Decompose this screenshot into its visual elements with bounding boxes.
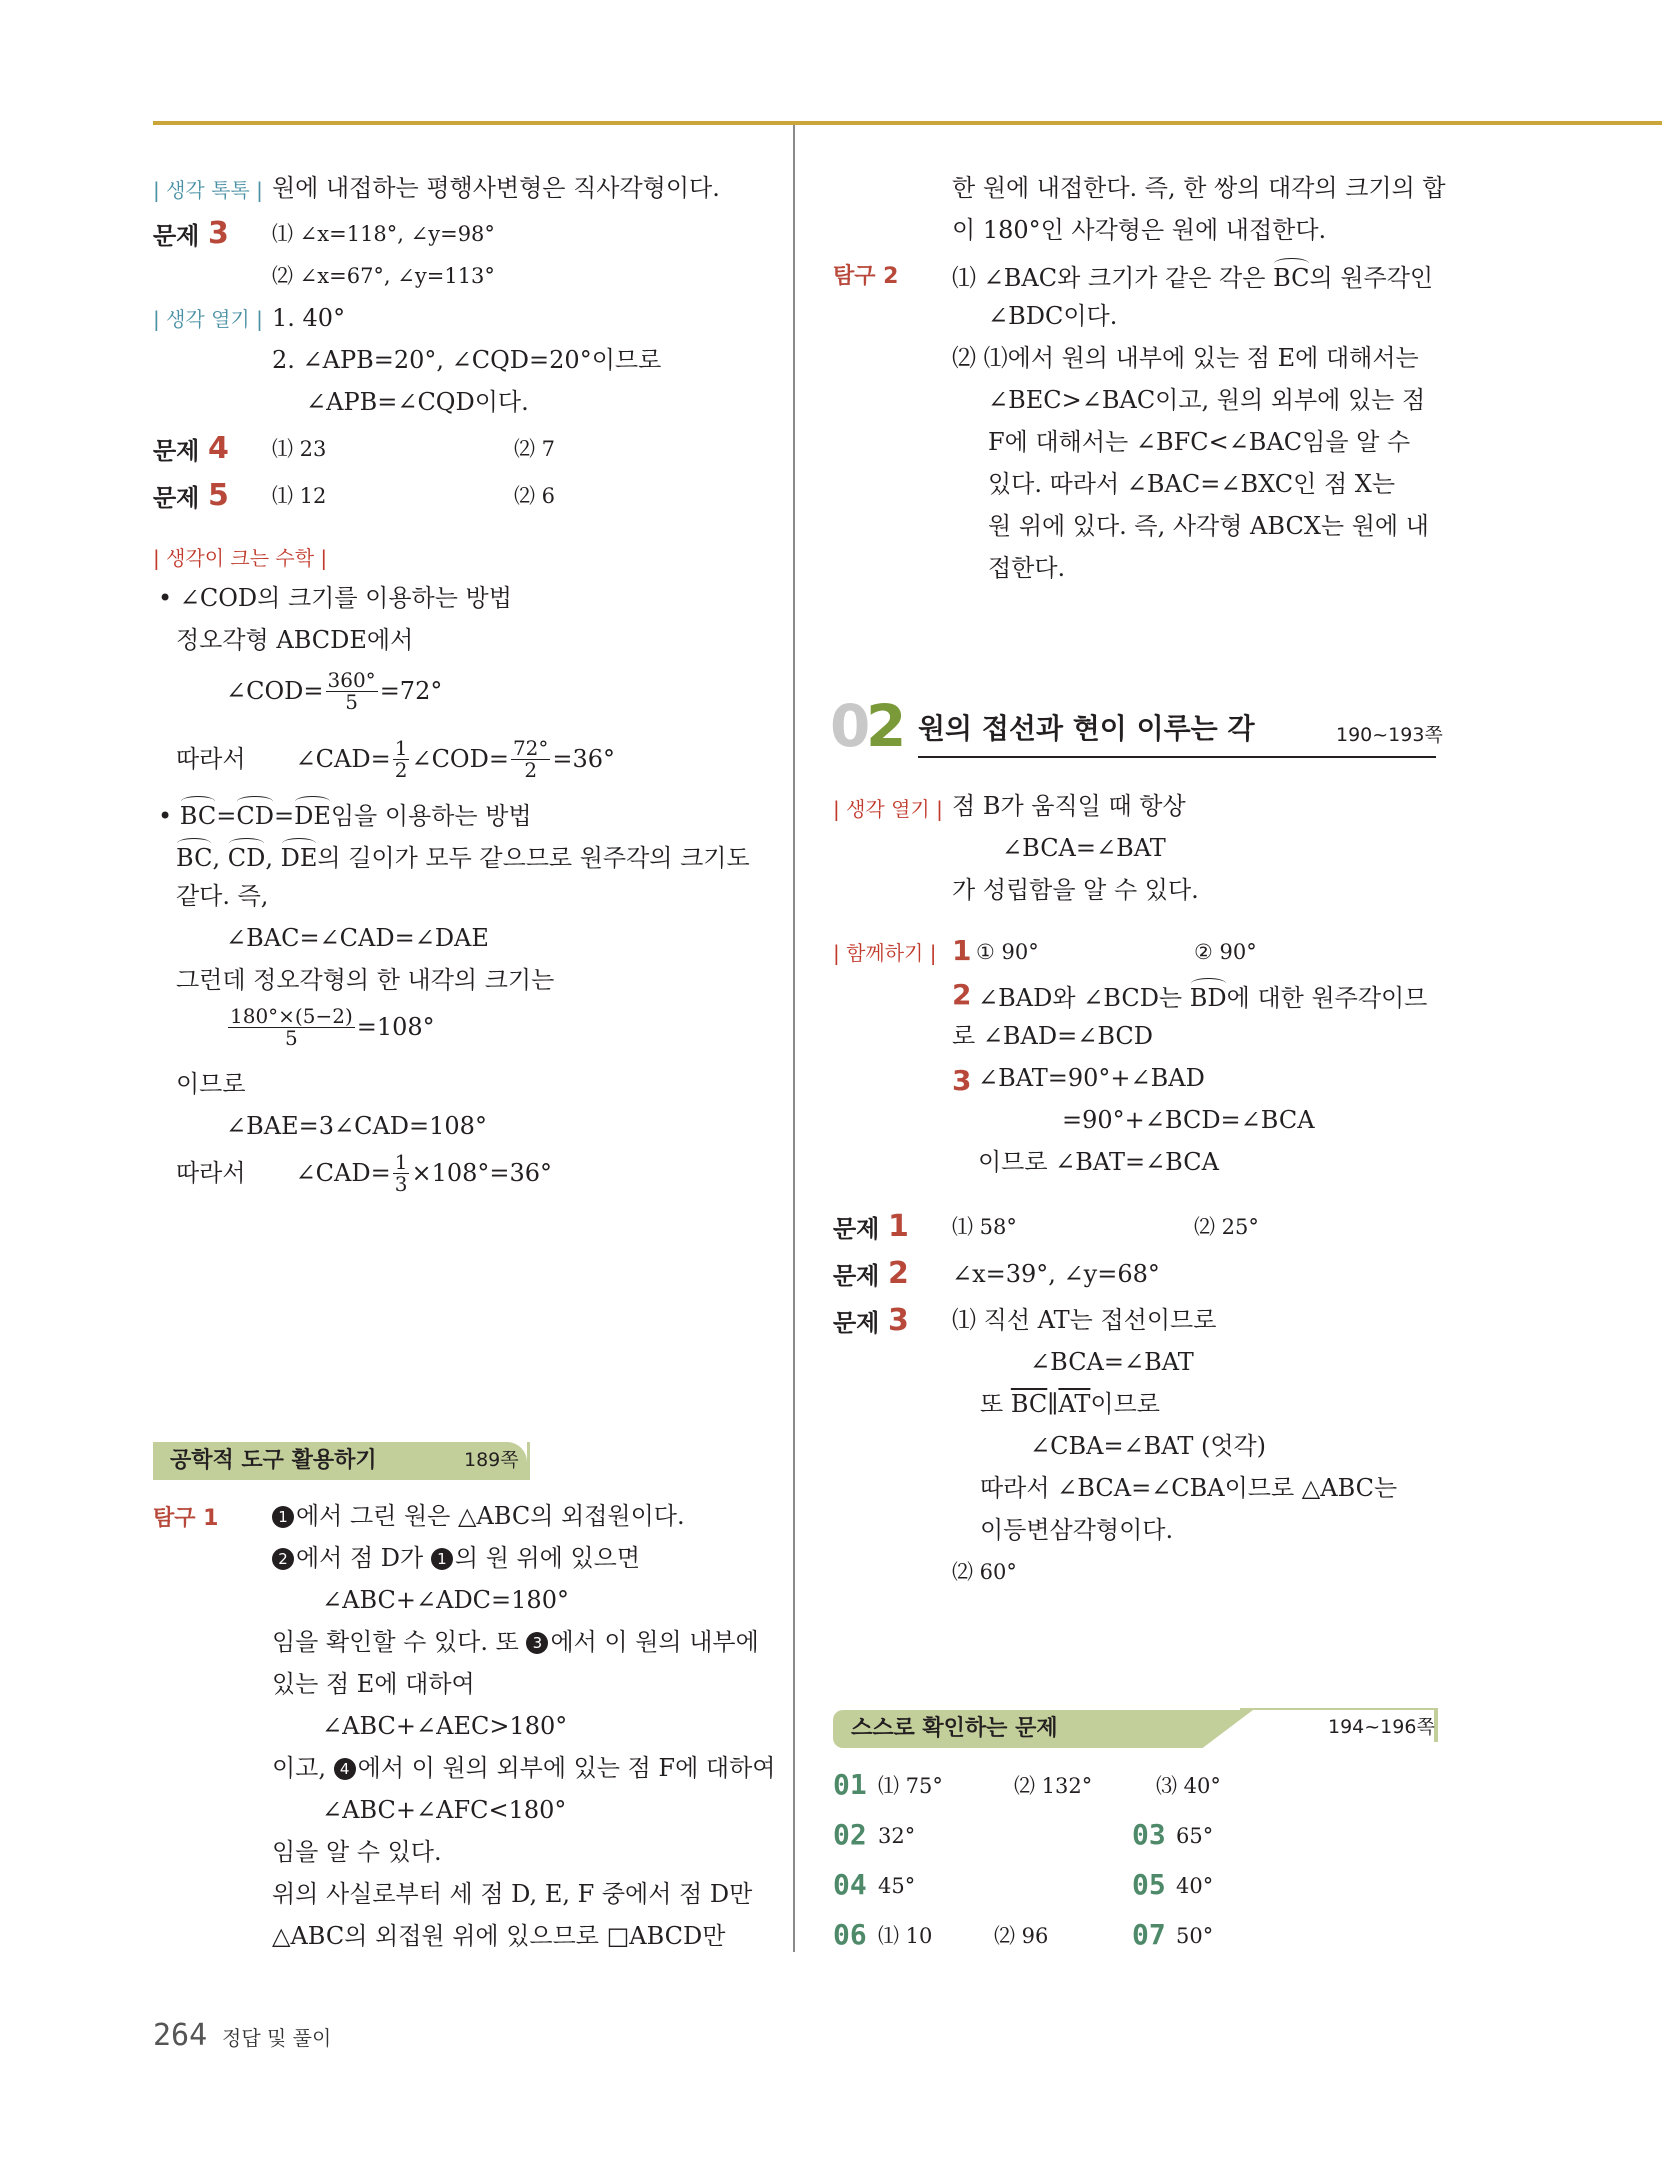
together-line-2 — [978, 978, 1427, 1013]
problem-5-label: 문제 — [153, 484, 200, 512]
tool-line-2 — [272, 1544, 640, 1573]
continued-line-2: 이 180°인 사각형은 원에 내접한다. — [952, 216, 1327, 244]
think-open-2-line-1: 점 B가 움직일 때 항상 — [952, 792, 1186, 820]
arc-bc: BC — [180, 796, 216, 831]
growing-therefore-line: 이므로 — [176, 1070, 246, 1098]
together-line-2-pre: ∠BAD와 ∠BCD는 — [978, 984, 1190, 1012]
fraction-72-2 — [511, 738, 550, 781]
fraction-denominator: 5 — [345, 690, 358, 714]
circled-number-4: 4 — [334, 1758, 356, 1780]
interior-rhs: =108° — [356, 1013, 435, 1042]
self-check-banner-line — [1240, 1708, 1436, 1710]
problem-5-number: 5 — [208, 478, 229, 513]
tool-line-2-a: 에서 점 D가 — [296, 1544, 431, 1572]
fraction-1-2 — [393, 738, 410, 781]
tool-line-2-b: 의 원 위에 있으면 — [454, 1544, 641, 1572]
explore-2-a1-pre: ⑴ ∠BAC와 크기가 같은 각은 — [952, 264, 1274, 292]
answer-05-number: 05 — [1132, 1868, 1166, 1901]
answer-02-value: 32° — [878, 1824, 916, 1848]
r-problem-3-line-1: ⑴ 직선 AT는 접선이므로 — [952, 1306, 1217, 1334]
interior-angle-equation — [226, 1006, 435, 1049]
tool-line-9: 임을 알 수 있다. — [272, 1838, 442, 1866]
think-open-line-3: ∠APB=∠CQD이다. — [306, 388, 529, 416]
r-problem-1-label: 문제 — [833, 1215, 880, 1243]
explore-2-label: 탐구 2 — [833, 264, 899, 289]
bullet: • — [158, 802, 173, 830]
explore-1-label: 탐구 1 — [153, 1506, 219, 1531]
fraction-numerator: 1 — [394, 1150, 408, 1174]
fraction-denominator: 3 — [394, 1172, 408, 1196]
growing-interior-angle-line: 그런데 정오각형의 한 내각의 크기는 — [176, 966, 555, 994]
r-problem-2-label: 문제 — [833, 1262, 880, 1290]
cad-equation — [176, 738, 615, 781]
explore-2-a2-line-4: 있다. 따라서 ∠BAC=∠BXC인 점 X는 — [988, 470, 1396, 498]
together-line-3: ∠BAT=90°+∠BAD — [978, 1064, 1205, 1092]
equals: = — [216, 802, 237, 830]
answer-06-a1: ⑴ 10 — [878, 1924, 933, 1948]
together-answer-1: ① 90° — [976, 940, 1039, 964]
continued-line-1: 한 원에 내접한다. 즉, 한 쌍의 대각의 크기의 합 — [952, 174, 1446, 202]
comma: , — [265, 844, 273, 872]
fraction-interior — [228, 1006, 355, 1049]
answer-01-a1: ⑴ 75° — [878, 1774, 943, 1798]
answer-07-number: 07 — [1132, 1918, 1166, 1951]
r-problem-1-answer-2: ⑵ 25° — [1194, 1215, 1259, 1239]
problem-5-answer-1: ⑴ 12 — [272, 484, 327, 508]
arc-bc: BC — [1273, 258, 1309, 293]
arc-bd: BD — [1190, 978, 1227, 1013]
together-tag: | 함께하기 | — [833, 941, 937, 965]
comma: , — [212, 844, 221, 872]
arc-cd: CD — [228, 838, 266, 873]
tool-line-1 — [272, 1502, 685, 1531]
think-open-2-line-2: ∠BCA=∠BAT — [1002, 834, 1166, 862]
fraction-360-5 — [326, 670, 378, 713]
think-talk-text: 원에 내접하는 평행사변형은 직사각형이다. — [272, 174, 720, 202]
then-label: 따라서 — [176, 1159, 246, 1188]
r-problem-1-answer-1: ⑴ 58° — [952, 1215, 1017, 1239]
fraction-denominator: 5 — [285, 1026, 298, 1050]
tool-line-4 — [272, 1628, 759, 1657]
r-problem-3-line-7: ⑵ 60° — [952, 1560, 1017, 1584]
problem-3-answer-2: ⑵ ∠x=67°, ∠y=113° — [272, 264, 495, 288]
circled-number-1: 1 — [431, 1548, 453, 1570]
r-problem-2-number: 2 — [888, 1256, 909, 1291]
answer-02-number: 02 — [833, 1818, 867, 1851]
tool-line-3: ∠ABC+∠ADC=180° — [322, 1586, 569, 1614]
tool-line-4-b: 에서 이 원의 내부에 — [550, 1628, 759, 1656]
think-open-line-1: 1. 40° — [272, 304, 346, 332]
circled-number-2: 2 — [272, 1548, 294, 1570]
top-rule — [153, 121, 1662, 125]
r-problem-3-line-2: ∠BCA=∠BAT — [1030, 1348, 1194, 1376]
r-problem-3-line-3 — [980, 1390, 1160, 1419]
bullet-2-tail: 임을 이용하는 방법 — [330, 802, 532, 830]
cad-mid: ∠COD= — [411, 745, 509, 774]
explore-2-a1-post: 의 원주각인 — [1309, 264, 1434, 292]
tool-line-5: 있는 점 E에 대하여 — [272, 1670, 475, 1698]
think-open-tag-2: | 생각 열기 | — [833, 797, 943, 821]
tool-line-6: ∠ABC+∠AEC>180° — [322, 1712, 568, 1740]
cod-lhs: ∠COD= — [226, 677, 324, 706]
tool-banner-pages: 189쪽 — [464, 1449, 519, 1471]
arc-length-tail: 의 길이가 모두 같으므로 원주각의 크기도 — [317, 844, 750, 872]
fraction-numerator: 360° — [327, 668, 376, 692]
cod-rhs: =72° — [379, 677, 443, 706]
section-underline — [918, 756, 1436, 758]
arc-length-line — [176, 838, 750, 873]
growing-angle-equality: ∠BAC=∠CAD=∠DAE — [226, 924, 489, 952]
r-problem-3-number: 3 — [888, 1303, 909, 1338]
answer-03-value: 65° — [1176, 1824, 1214, 1848]
think-open-2-line-3: 가 성립함을 알 수 있다. — [952, 876, 1199, 904]
tool-line-1-text: 에서 그린 원은 △ABC의 외접원이다. — [296, 1502, 685, 1530]
explore-2-a2-line-5: 원 위에 있다. 즉, 사각형 ABCX는 원에 내 — [988, 512, 1429, 540]
column-divider — [793, 125, 795, 1952]
answer-01-a2: ⑵ 132° — [1014, 1774, 1093, 1798]
fraction-1-3 — [393, 1152, 410, 1195]
r-problem-2-answer: ∠x=39°, ∠y=68° — [952, 1260, 1160, 1288]
together-answer-2: ② 90° — [1194, 940, 1257, 964]
together-number-1: 1 — [952, 934, 972, 967]
think-open-line-2: 2. ∠APB=20°, ∠CQD=20°이므로 — [272, 346, 662, 374]
cad-final-equation — [176, 1152, 552, 1195]
tool-banner-title: 공학적 도구 활용하기 — [170, 1448, 377, 1473]
then-label: 따라서 — [176, 745, 246, 774]
page-number: 264 — [153, 2018, 208, 2053]
answer-06-number: 06 — [833, 1918, 867, 1951]
r-problem-3-line-3-pre: 또 — [980, 1390, 1011, 1418]
cad-lhs: ∠CAD= — [295, 745, 391, 774]
growing-math-tag: | 생각이 크는 수학 | — [153, 546, 328, 570]
tool-line-4-a: 임을 확인할 수 있다. 또 — [272, 1628, 527, 1656]
arc-de: DE — [294, 796, 331, 831]
answer-07-value: 50° — [1176, 1924, 1214, 1948]
tool-line-8: ∠ABC+∠AFC<180° — [322, 1796, 567, 1824]
tool-line-7-a: 이고, — [272, 1754, 334, 1782]
self-check-title: 스스로 확인하는 문제 — [851, 1716, 1058, 1741]
arc-de: DE — [281, 838, 318, 873]
section-number-green: 2 — [866, 692, 907, 760]
r-problem-3-line-3-post: 이므로 — [1090, 1390, 1160, 1418]
growing-bullet-1: • ∠COD의 크기를 이용하는 방법 — [158, 584, 512, 612]
fraction-denominator: 2 — [524, 758, 538, 782]
growing-pentagon-line: 정오각형 ABCDE에서 — [176, 626, 414, 654]
r-problem-3-line-5: 따라서 ∠BCA=∠CBA이므로 △ABC는 — [980, 1474, 1398, 1502]
problem-4-answer-2: ⑵ 7 — [514, 437, 556, 461]
problem-3-number: 3 — [208, 216, 229, 251]
think-open-tag: | 생각 열기 | — [153, 307, 263, 331]
answer-03-number: 03 — [1132, 1818, 1166, 1851]
parallel-symbol: ∥ — [1047, 1390, 1059, 1418]
explore-2-a2-line-6: 접한다. — [988, 554, 1066, 582]
together-line-3c: 이므로 ∠BAT=∠BCA — [978, 1148, 1219, 1176]
answer-01-number: 01 — [833, 1768, 867, 1801]
problem-3-label: 문제 — [153, 222, 200, 250]
section-number-gray: 0 — [830, 692, 871, 760]
growing-bae-line: ∠BAE=3∠CAD=108° — [226, 1112, 487, 1140]
problem-4-answer-1: ⑴ 23 — [272, 437, 327, 461]
together-line-2-post: 에 대한 원주각이므 — [1226, 984, 1428, 1012]
self-check-pages: 194~196쪽 — [1328, 1716, 1435, 1738]
circled-number-3: 3 — [526, 1632, 548, 1654]
explore-2-answer-1 — [952, 258, 1433, 293]
together-line-2b: 로 ∠BAD=∠BCD — [952, 1022, 1154, 1050]
r-problem-3-line-6: 이등변삼각형이다. — [980, 1516, 1174, 1544]
equals: = — [273, 802, 295, 830]
fraction-denominator: 2 — [394, 758, 408, 782]
segment-at: $\overline{AT}$ — [1058, 1390, 1091, 1418]
arc-cd: CD — [236, 796, 274, 831]
together-line-3b: =90°+∠BCD=∠BCA — [1062, 1106, 1315, 1134]
section-pages: 190~193쪽 — [1336, 724, 1443, 746]
tool-line-7-b: 에서 이 원의 외부에 있는 점 F에 대하여 — [357, 1754, 776, 1782]
tool-line-11: △ABC의 외접원 위에 있으므로 □ABCD만 — [272, 1922, 726, 1950]
answer-04-value: 45° — [878, 1874, 916, 1898]
r-problem-1-number: 1 — [888, 1209, 909, 1244]
problem-4-label: 문제 — [153, 437, 200, 465]
answer-06-a2: ⑵ 96 — [994, 1924, 1049, 1948]
circled-number-1: 1 — [272, 1506, 294, 1528]
r-problem-3-line-4: ∠CBA=∠BAT (엇각) — [1030, 1432, 1267, 1460]
explore-2-a2-line-2: ∠BEC>∠BAC이고, 원의 외부에 있는 점 — [988, 386, 1426, 414]
problem-5-answer-2: ⑵ 6 — [514, 484, 556, 508]
answer-05-value: 40° — [1176, 1874, 1214, 1898]
tool-line-10: 위의 사실로부터 세 점 D, E, F 중에서 점 D만 — [272, 1880, 753, 1908]
tool-line-7 — [272, 1754, 775, 1783]
r-problem-3-label: 문제 — [833, 1309, 880, 1337]
think-talk-tag: | 생각 톡톡 | — [153, 178, 263, 202]
tool-banner-edge — [527, 1442, 530, 1480]
segment-bc: $\overline{BC}$ — [1010, 1390, 1048, 1418]
fraction-numerator: 1 — [394, 736, 408, 760]
answer-01-a3: ⑶ 40° — [1156, 1774, 1221, 1798]
arc-bc: BC — [176, 838, 212, 873]
growing-bullet-2 — [158, 796, 532, 831]
explore-2-a2-line-3: F에 대해서는 ∠BFC<∠BAC임을 알 수 — [988, 428, 1411, 456]
answer-04-number: 04 — [833, 1868, 867, 1901]
fraction-numerator: 72° — [512, 736, 549, 760]
cad-final-lhs: ∠CAD= — [295, 1159, 391, 1188]
together-number-3: 3 — [952, 1064, 972, 1097]
footer-text: 정답 및 풀이 — [222, 2026, 332, 2050]
problem-3-answer-1: ⑴ ∠x=118°, ∠y=98° — [272, 222, 495, 246]
problem-4-number: 4 — [208, 431, 229, 466]
together-number-2: 2 — [952, 978, 972, 1011]
cad-rhs: =36° — [552, 745, 616, 774]
fraction-numerator: 180°×(5−2) — [230, 1004, 353, 1028]
section-title: 원의 접선과 현이 이루는 각 — [918, 712, 1255, 745]
cod-equation — [226, 670, 442, 713]
growing-line-same: 같다. 즉, — [176, 882, 269, 910]
explore-2-a2-line-1: ⑵ ⑴에서 원의 내부에 있는 점 E에 대해서는 — [952, 344, 1419, 372]
explore-2-a1-line-2: ∠BDC이다. — [988, 302, 1118, 330]
cad-final-rhs: ×108°=36° — [411, 1159, 553, 1188]
